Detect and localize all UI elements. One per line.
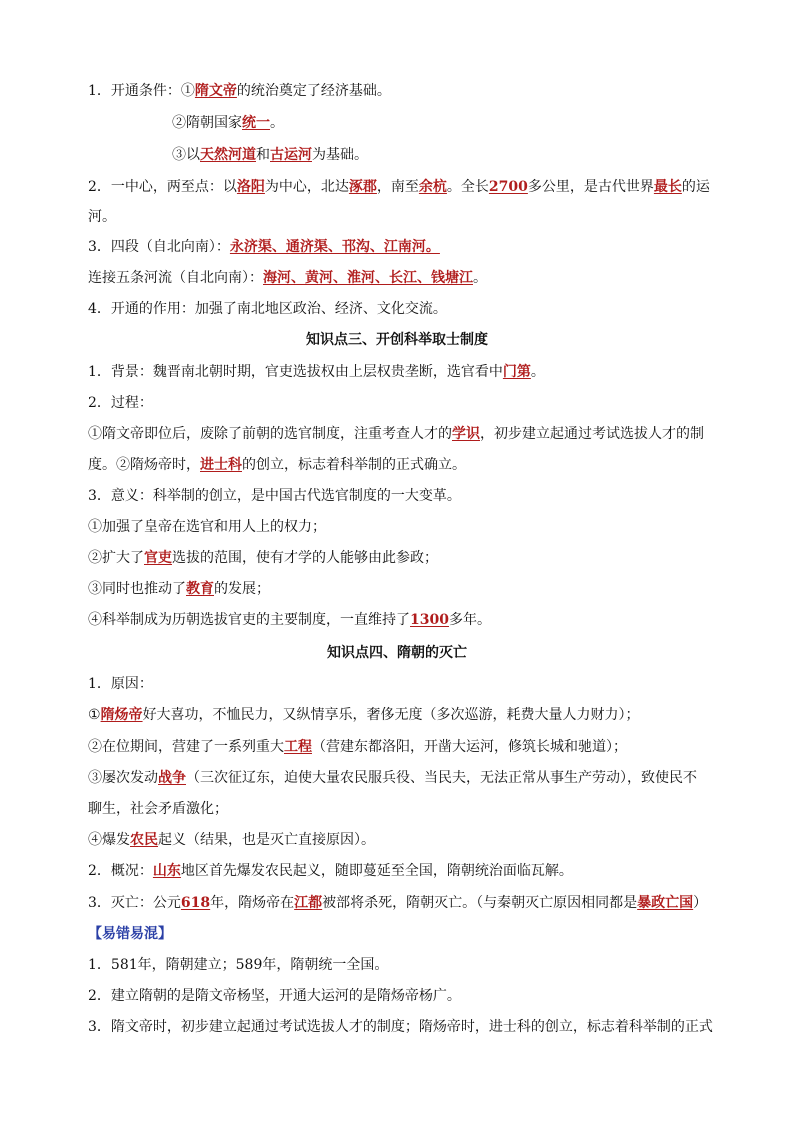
text: 1．背景：魏晋南北朝时期，官吏选拔权由上层权贵垄断，选官看中 [88, 364, 503, 380]
fall-reason-1 [88, 705, 710, 725]
fall-reasons-label [88, 674, 710, 694]
keyword: 永济渠、通济渠、邗沟、江南河。 [229, 239, 440, 255]
text: ③同时也推动了 [88, 581, 186, 597]
keju-background [88, 362, 710, 382]
section-title-4: 知识点四、隋朝的灭亡 [327, 645, 467, 661]
fall-reason-3 [88, 768, 710, 788]
tips-title: 【易错易混】 [88, 926, 172, 942]
text: ） [693, 895, 708, 911]
keyword: 1300 [410, 612, 449, 628]
keyword: 2700 [488, 179, 528, 195]
fall-reason-3-cont [88, 799, 710, 819]
canal-condition-3 [172, 145, 794, 165]
keyword: 工程 [284, 739, 312, 755]
keju-point-1 [88, 517, 710, 537]
section-title-3: 知识点三、开创科举取士制度 [306, 332, 488, 348]
text: 年，隋炀帝在 [210, 895, 295, 911]
text: 1．原因： [88, 676, 153, 692]
text: 被部将杀死，隋朝灭亡。（与秦朝灭亡原因相同都是 [322, 895, 638, 911]
text: ②扩大了 [88, 550, 144, 566]
keyword: 暴政亡国 [637, 895, 694, 911]
text: ，初步建立起通过考试选拔人才的制 [480, 426, 704, 442]
text: 。 [530, 364, 545, 380]
text: 地区首先爆发农民起义，随即蔓延至全国，隋朝统治面临瓦解。 [180, 863, 573, 879]
text: 。全长 [446, 179, 489, 195]
keyword: 战争 [158, 770, 186, 786]
text: 的发展； [214, 581, 270, 597]
text: 2．一中心，两至点：以 [88, 179, 237, 195]
keyword: 古运河 [270, 147, 312, 163]
keyword: 山东 [152, 863, 181, 879]
canal-center-points [88, 177, 710, 197]
text: ③以 [172, 147, 200, 163]
keju-process-2 [88, 455, 710, 475]
keyword: 天然河道 [200, 147, 256, 163]
keyword: 进士科 [200, 457, 242, 473]
text: 和 [256, 147, 270, 163]
keyword: 618 [180, 895, 211, 911]
text: 1．开通条件：① [88, 83, 195, 99]
keju-process-label [88, 393, 710, 413]
canal-center-points-cont [88, 207, 710, 227]
fall-end [88, 893, 710, 913]
keyword: 农民 [130, 832, 158, 848]
text: 4．开通的作用：加强了南北地区政治、经济、文化交流。 [88, 301, 447, 317]
text: 为基础。 [312, 147, 368, 163]
canal-five-rivers [88, 268, 710, 288]
canal-four-sections [88, 237, 710, 257]
text: 2．概况： [88, 863, 153, 879]
text: 的统治奠定了经济基础。 [236, 83, 391, 99]
keyword: 隋文帝 [194, 83, 237, 99]
canal-condition-2 [172, 113, 794, 133]
keyword: 余杭 [418, 179, 447, 195]
fall-reason-4 [88, 830, 710, 850]
keyword: 学识 [452, 426, 480, 442]
text: 。 [473, 270, 487, 286]
text: 好大喜功，不恤民力，又纵情享乐，奢侈无度（多次巡游，耗费大量人力财力）； [142, 707, 640, 723]
keyword: 海河、黄河、淮河、长江、钱塘江 [263, 270, 473, 286]
text: 多公里，是古代世界 [527, 179, 654, 195]
tip-1: 1．581年，隋朝建立；589年，隋朝统一全国。 [88, 957, 389, 973]
keju-point-3 [88, 579, 710, 599]
keyword: 隋炀帝 [100, 707, 143, 723]
text: 3．四段（自北向南）： [88, 239, 230, 255]
canal-condition-1 [88, 81, 710, 101]
text: ① [88, 707, 101, 723]
tip-3: 3．隋文帝时，初步建立起通过考试选拔人才的制度；隋炀帝时，进士科的创立，标志着科举制的正式 [88, 1019, 713, 1035]
canal-effect [88, 299, 710, 319]
keyword: 官吏 [144, 550, 172, 566]
text: ②在位期间，营建了一系列重大 [88, 739, 284, 755]
text: ④科举制成为历朝选拔官吏的主要制度，一直维持了 [88, 612, 410, 628]
text: 聊生，社会矛盾激化； [88, 801, 228, 817]
text: 的创立，标志着科举制的正式确立。 [242, 457, 466, 473]
text: 2．过程： [88, 395, 153, 411]
text: ④爆发 [88, 832, 130, 848]
text: ①隋文帝即位后，废除了前朝的选官制度，注重考查人才的 [88, 426, 452, 442]
text: 3．灭亡：公元 [88, 895, 181, 911]
keyword: 江都 [294, 895, 323, 911]
text: 的运 [681, 179, 710, 195]
text: ①加强了皇帝在选官和用人上的权力； [88, 519, 326, 535]
keyword: 门第 [502, 364, 531, 380]
text: ②隋朝国家 [172, 115, 242, 131]
tip-2: 2．建立隋朝的是隋文帝杨坚，开通大运河的是隋炀帝杨广。 [88, 988, 461, 1004]
keju-process-1 [88, 424, 710, 444]
text: ③屡次发动 [88, 770, 158, 786]
text: 河。 [88, 209, 116, 225]
text: 起义（结果，也是灭亡直接原因）。 [158, 832, 375, 848]
text: 连接五条河流（自北向南）： [88, 270, 263, 286]
fall-overview [88, 861, 710, 881]
text: 度。②隋炀帝时， [88, 457, 200, 473]
text: （三次征辽东，迫使大量农民服兵役、当民夫，无法正常从事生产劳动），致使民不 [186, 770, 697, 786]
text: 选拔的范围，使有才学的人能够由此参政； [172, 550, 438, 566]
text: 为中心，北达 [264, 179, 349, 195]
text: 。 [270, 115, 284, 131]
keyword: 涿郡 [348, 179, 377, 195]
keyword: 统一 [242, 115, 270, 131]
keju-significance [88, 486, 710, 506]
keju-point-4 [88, 610, 710, 630]
keyword: 洛阳 [236, 179, 265, 195]
text: 多年。 [448, 612, 491, 628]
keyword: 最长 [653, 179, 682, 195]
keju-point-2 [88, 548, 710, 568]
text: ，南至 [376, 179, 419, 195]
keyword: 教育 [186, 581, 214, 597]
fall-reason-2 [88, 737, 710, 757]
text: （营建东都洛阳，开凿大运河，修筑长城和驰道）； [312, 739, 627, 755]
text: 3．意义：科举制的创立，是中国古代选官制度的一大变革。 [88, 488, 461, 504]
